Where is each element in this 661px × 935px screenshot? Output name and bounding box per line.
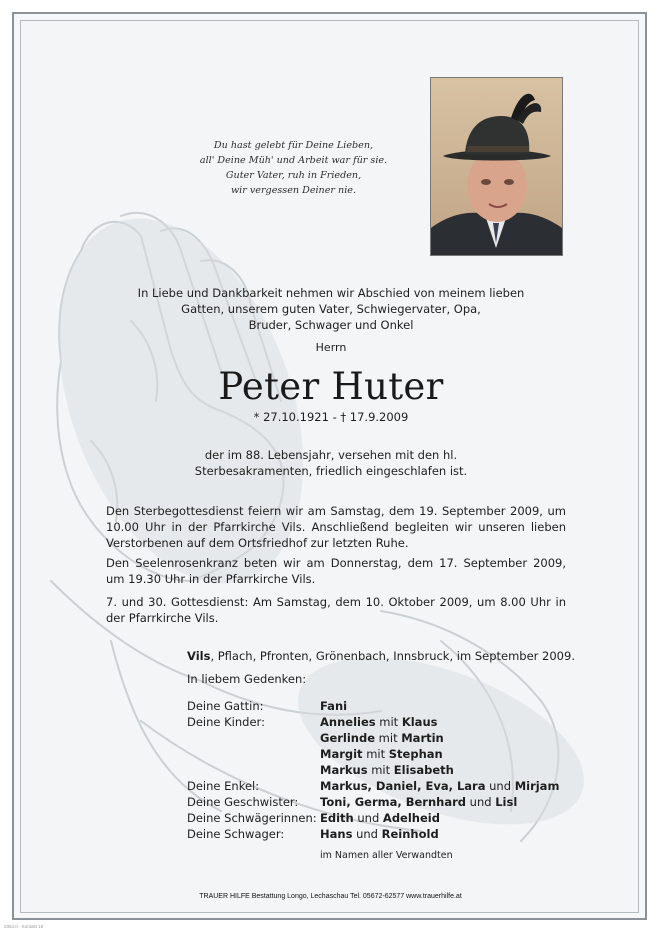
name-connector: und: [353, 811, 383, 825]
name-connector: mit: [375, 715, 402, 729]
mourner-row: [187, 810, 559, 826]
passing-text: [116, 447, 546, 479]
mourner-row: [187, 826, 559, 842]
relation-label: [187, 730, 320, 746]
name-connector: mit: [362, 747, 389, 761]
mourner-name: Adelheid: [382, 811, 440, 825]
mourner-name: Toni, Germa, Bernhard: [320, 795, 467, 809]
portrait-photo: [430, 77, 563, 256]
poem-line: wir vergessen Deiner nie.: [230, 185, 357, 196]
intro-line: In Liebe und Dankbarkeit nehmen wir Abschied von meinem lieben: [137, 286, 525, 300]
mourner-name: Klaus: [401, 715, 438, 729]
mourner-name: Hans: [320, 827, 353, 841]
name-connector: mit: [375, 731, 402, 745]
poem-line: Guter Vater, ruh in Frieden,: [225, 170, 362, 181]
relation-label: [187, 746, 320, 762]
mourner-row: [187, 762, 559, 778]
place-town: Vils: [187, 649, 211, 663]
intro-line: Gatten, unserem guten Vater, Schwiegervater, Opa,: [181, 302, 481, 316]
relation-label: Deine Schwägerinnen:: [187, 811, 317, 825]
mourner-name: Lisl: [495, 795, 518, 809]
mourner-row: [187, 778, 559, 794]
in-memory-heading: In liebem Gedenken:: [187, 672, 307, 686]
mourner-names: [320, 746, 443, 762]
name-connector: mit: [367, 763, 394, 777]
mourner-name: Martin: [401, 731, 444, 745]
mourner-names: [320, 714, 437, 730]
mourner-names: [320, 762, 454, 778]
intro-line: Bruder, Schwager und Onkel: [248, 318, 414, 332]
passing-line: der im 88. Lebensjahr, versehen mit den hl.: [204, 448, 458, 462]
mourner-names: [320, 698, 347, 714]
mourner-names: [320, 810, 440, 826]
mourner-name: Gerlinde: [320, 731, 376, 745]
relation-label: Deine Gattin:: [187, 699, 264, 713]
mourner-row: [187, 746, 559, 762]
mourner-name: Margit: [320, 747, 363, 761]
funeral-home-footer: TRAUER HILFE Bestattung Longo, Lechaschau Tel. 05672-62577 www.trauerhilfe.at: [199, 893, 462, 900]
funeral-service-paragraph: Den Sterbegottesdienst feiern wir am Samstag, dem 19. September 2009, um 10.00 Uhr in der Pfarrkirche Vils. Anschließend begleiten wir unseren lieben Verstorbenen auf dem Ortsfriedhof zur letzten Ruhe.: [106, 504, 566, 550]
passing-line: Sterbesakramenten, friedlich eingeschlafen ist.: [194, 464, 468, 478]
print-code: 0354.0 · Kontakt 18: [4, 924, 44, 929]
obituary-card: [20, 20, 639, 913]
mourner-names: [320, 826, 439, 842]
mourner-name: Edith: [320, 811, 354, 825]
mourner-name: Fani: [320, 699, 348, 713]
deceased-name: Peter Huter: [218, 365, 444, 408]
memorial-mass-paragraph: 7. und 30. Gottesdienst: Am Samstag, dem 10. Oktober 2009, um 8.00 Uhr in der Pfarrkirche Vils.: [106, 595, 566, 625]
relation-label: [187, 762, 320, 778]
mourner-name: Reinhold: [381, 827, 439, 841]
life-dates: * 27.10.1921 - † 17.9.2009: [253, 410, 409, 424]
name-connector: und: [466, 795, 496, 809]
mourner-names: [320, 778, 559, 794]
place-rest: , Pflach, Pfronten, Grönenbach, Innsbruck, im September 2009.: [210, 649, 575, 663]
mourner-names: [320, 730, 444, 746]
mourner-row: [187, 714, 559, 730]
poem: [181, 138, 406, 198]
mourner-name: Markus, Daniel, Eva, Lara: [320, 779, 486, 793]
mourner-row: [187, 698, 559, 714]
relation-label: Deine Enkel:: [187, 779, 260, 793]
relation-label: Deine Kinder:: [187, 715, 265, 729]
mourner-name: Markus: [320, 763, 368, 777]
mourner-name: Elisabeth: [393, 763, 454, 777]
mourner-row: [187, 730, 559, 746]
rosary-paragraph: Den Seelenrosenkranz beten wir am Donnerstag, dem 17. September 2009, um 19.30 Uhr in der Pfarrkirche Vils.: [106, 556, 566, 586]
mourner-name: Mirjam: [514, 779, 560, 793]
portrait-image: [431, 78, 562, 255]
mourner-names: [320, 794, 517, 810]
mourners-list: [187, 698, 559, 842]
mourner-row: [187, 794, 559, 810]
name-connector: und: [352, 827, 382, 841]
relation-label: Deine Geschwister:: [187, 795, 299, 809]
relation-label: Deine Schwager:: [187, 827, 285, 841]
mourner-name: Stephan: [388, 747, 443, 761]
poem-line: Du hast gelebt für Deine Lieben,: [213, 140, 374, 151]
mourner-name: Annelies: [320, 715, 376, 729]
salutation: Herrn: [315, 341, 347, 354]
place-and-date: [187, 649, 575, 663]
closing-line: im Namen aller Verwandten: [320, 850, 453, 861]
poem-line: all' Deine Müh' und Arbeit war für sie.: [199, 155, 388, 166]
farewell-intro: [116, 285, 546, 333]
name-connector: und: [485, 779, 515, 793]
